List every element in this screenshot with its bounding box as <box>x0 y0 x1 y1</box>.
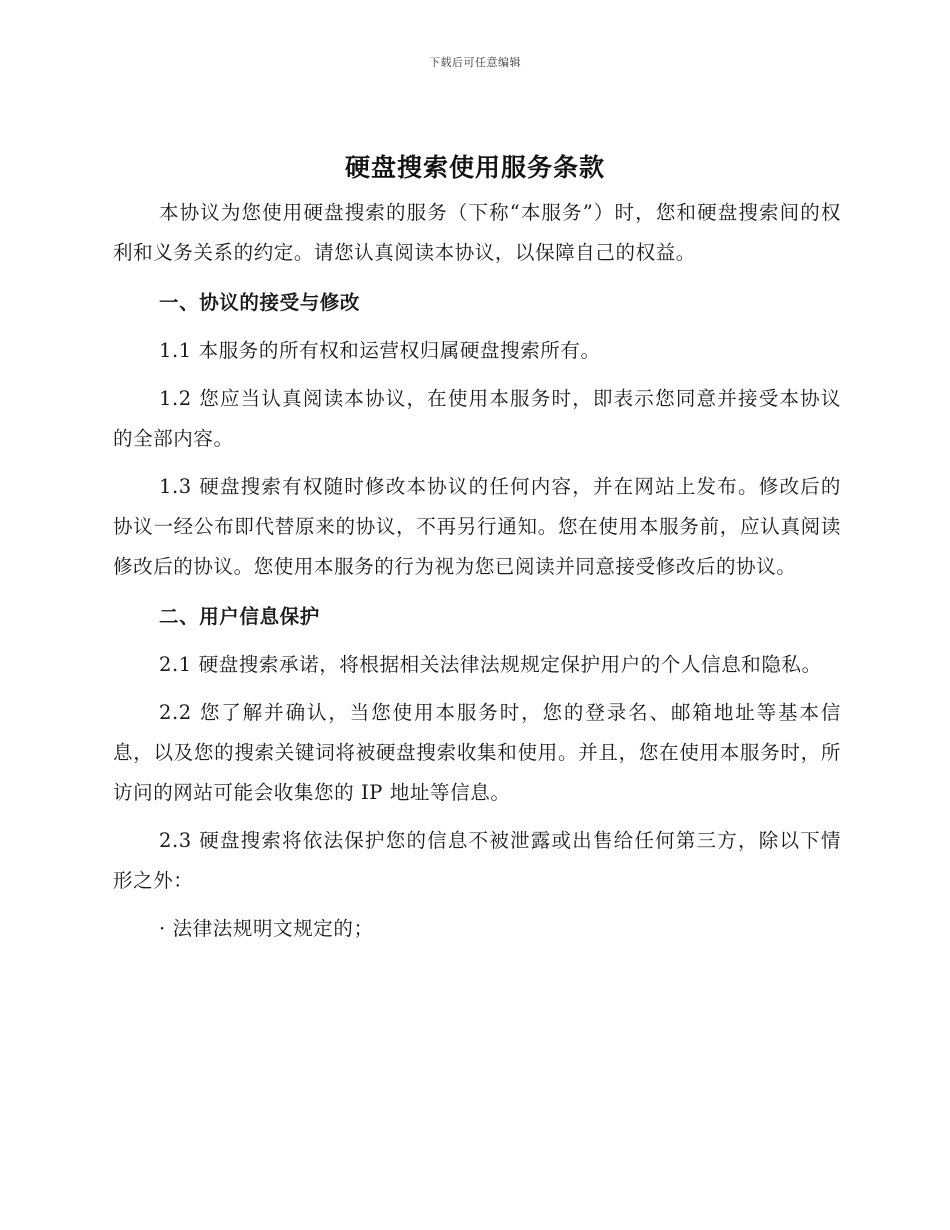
clause-1-3: 1.3 硬盘搜索有权随时修改本协议的任何内容，并在网站上发布。修改后的协议一经公布即代替原来的协议，不再另行通知。您在使用本服务前，应认真阅读修改后的协议。您使用本服务的行为视为您已阅读并同意接受修改后的协议。 <box>113 475 841 578</box>
clause-2-1: 2.1 硬盘搜索承诺，将根据相关法律法规规定保护用户的个人信息和隐私。 <box>159 653 822 676</box>
document-body <box>113 193 841 949</box>
document-title: 硬盘搜索使用服务条款 <box>344 153 605 182</box>
clause-2-2: 2.2 您了解并确认，当您使用本服务时，您的登录名、邮箱地址等基本信息，以及您的搜索关键词将被硬盘搜索收集和使用。并且，您在使用本服务时，所访问的网站可能会收集您的 IP 地址等信息。 <box>113 701 841 804</box>
clause-1-1: 1.1 本服务的所有权和运营权归属硬盘搜索所有。 <box>159 339 601 362</box>
page-header: 下载后可任意编辑 <box>429 56 521 69</box>
section-heading-2: 二、用户信息保护 <box>159 605 320 628</box>
bullet-item: · 法律法规明文规定的； <box>159 917 374 940</box>
clause-2-3: 2.3 硬盘搜索将依法保护您的信息不被泄露或出售给任何第三方，除以下情形之外： <box>113 829 841 892</box>
section-heading-1: 一、协议的接受与修改 <box>159 291 361 314</box>
intro-paragraph: 本协议为您使用硬盘搜索的服务（下称“本服务”）时，您和硬盘搜索间的权利和义务关系的约定。请您认真阅读本协议，以保障自己的权益。 <box>113 201 841 264</box>
clause-1-2: 1.2 您应当认真阅读本协议，在使用本服务时，即表示您同意并接受本协议的全部内容。 <box>113 387 841 450</box>
